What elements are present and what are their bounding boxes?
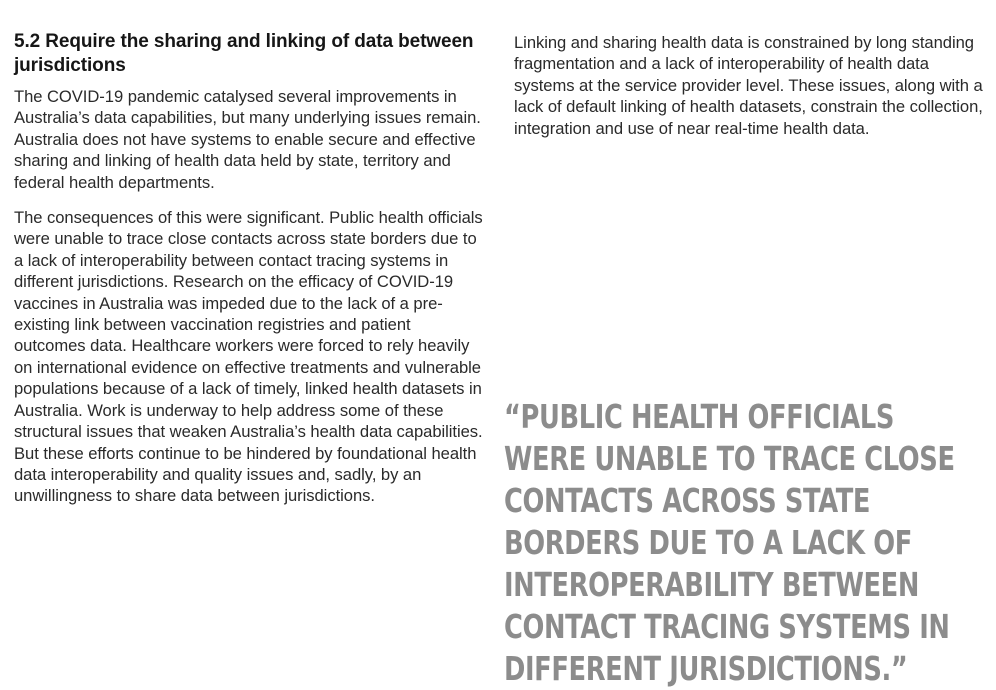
pull-quote: “PUBLIC HEALTH OFFICIALS WERE UNABLE TO TRACE CLOSE CONTACTS ACROSS STATE BORDERS DUE TO A LACK OF INTEROPERABILITY BETWEEN CONTACT TRACING SYSTEMS IN DIFFERENT JURISDICTIONS.”: [504, 397, 955, 688]
section-heading: 5.2 Require the sharing and linking of data between jurisdictions: [14, 31, 474, 76]
left-column: [14, 30, 484, 521]
body-paragraph-1: The COVID-19 pandemic catalysed several improvements in Australia’s data capabilities, but many underlying issues remain. Australia does not have systems to enable secure and effective sharing and linking of health data held by state, territory and federal health departments.: [14, 87, 481, 192]
right-column: [514, 30, 984, 153]
body-paragraph-2: The consequences of this were significant. Public health officials were unable to trace close contacts across state borders due to a lack of interoperability between contact tracing systems in different jurisdictions. Research on the efficacy of COVID-19 vaccines in Australia was impeded due to the lack of a pre-existing link between vaccination registries and patient outcomes data. Healthcare workers were forced to rely heavily on international evidence on effective treatments and vulnerable populations because of a lack of timely, linked health datasets in Australia. Work is underway to help address some of these structural issues that weaken Australia’s health data capabilities. But these efforts continue to be hindered by foundational health data interoperability and quality issues and, sadly, by an unwillingness to share data between jurisdictions.: [14, 208, 483, 506]
body-paragraph-3: Linking and sharing health data is constrained by long standing fragmentation and a lack of interoperability of health data systems at the service provider level. These issues, along with a lack of default linking of health datasets, constrain the collection, integration and use of near real-time health data.: [514, 33, 983, 138]
